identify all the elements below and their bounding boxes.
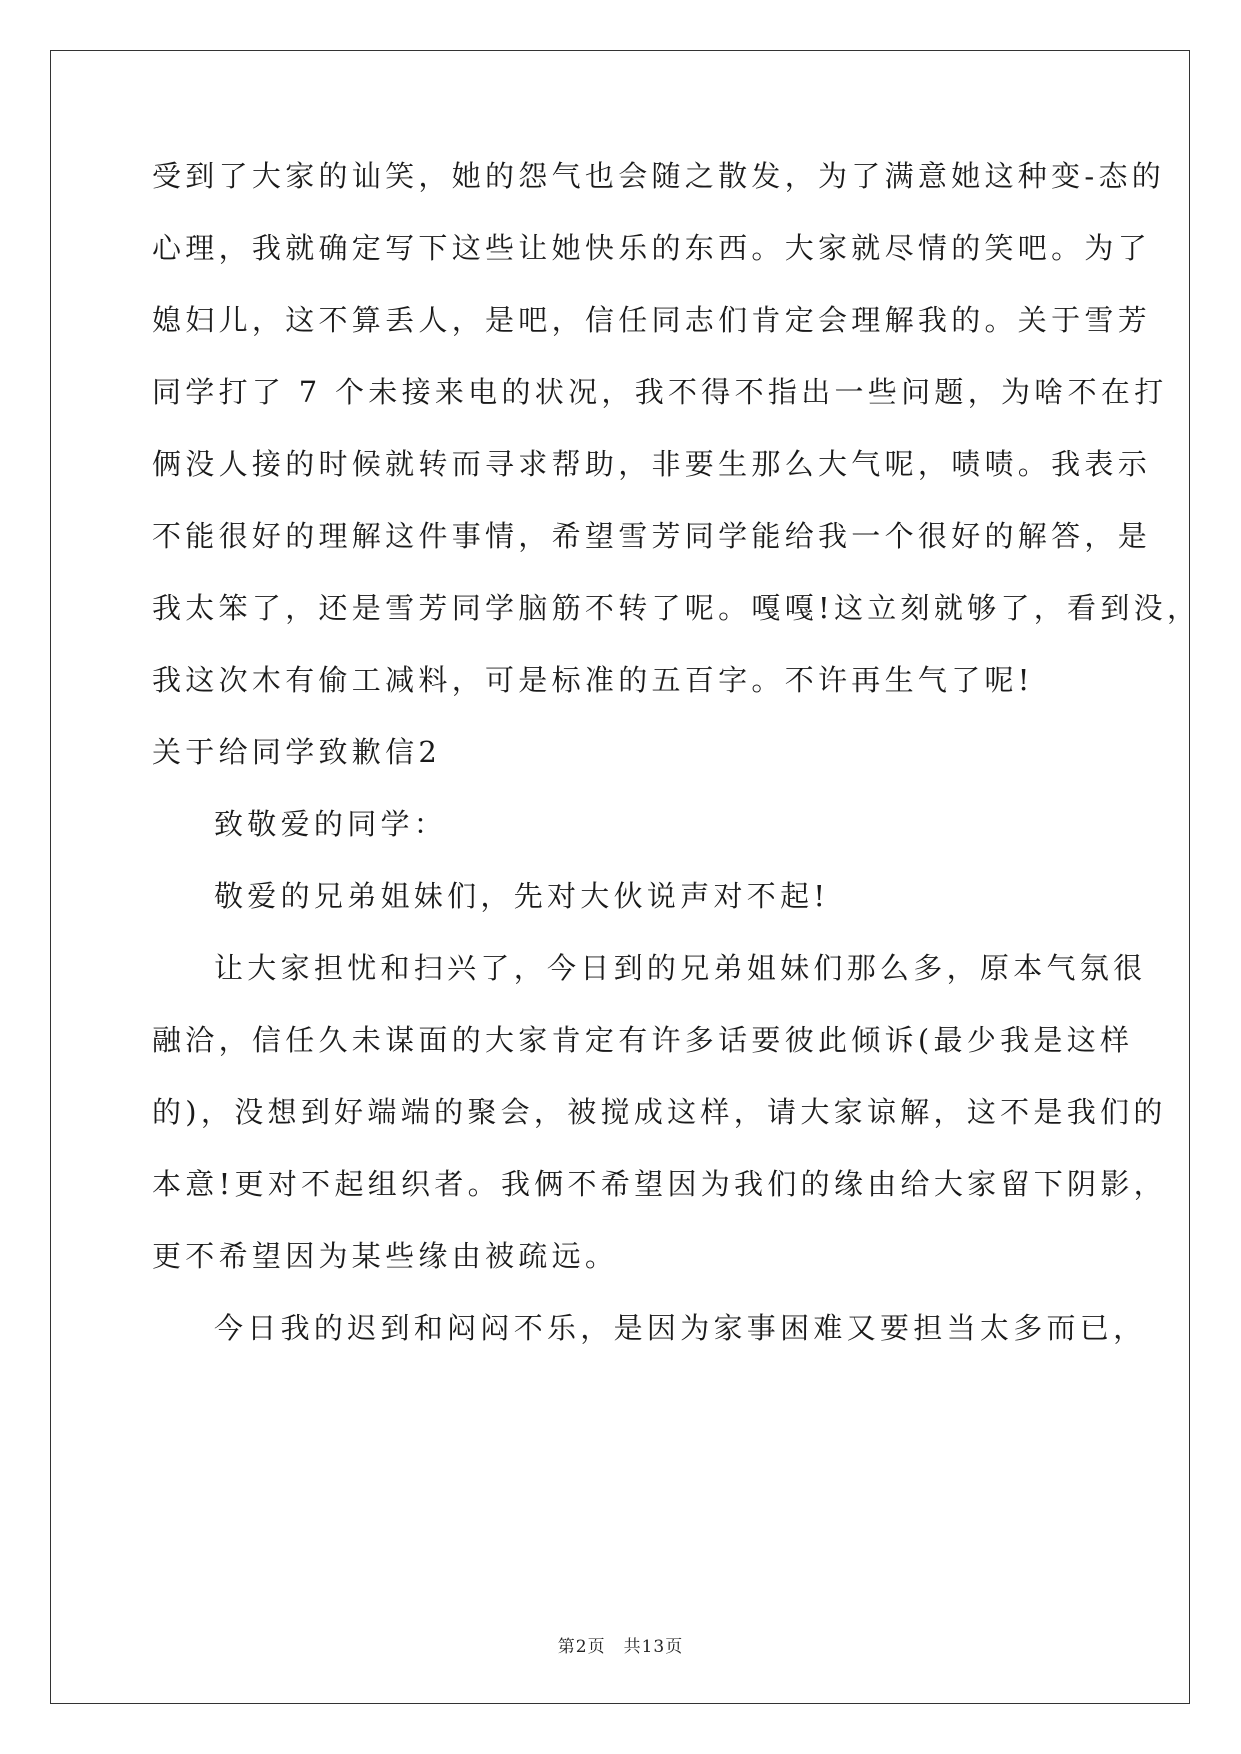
paragraph-line: 本意!更对不起组织者。我俩不希望因为我们的缘由给大家留下阴影， xyxy=(152,1167,1167,1201)
paragraph-line: 俩没人接的时候就转而寻求帮助，非要生那么大气呢，啧啧。我表示 xyxy=(152,447,1152,481)
paragraph-line: 更不希望因为某些缘由被疏远。 xyxy=(152,1239,619,1273)
paragraph-line: 让大家担忧和扫兴了，今日到的兄弟姐妹们那么多，原本气氛很 xyxy=(214,951,1147,985)
section-title: 关于给同学致歉信2 xyxy=(152,735,442,769)
page-border xyxy=(50,50,1190,1704)
paragraph-line: 融洽，信任久未谋面的大家肯定有许多话要彼此倾诉(最少我是这样 xyxy=(152,1023,1134,1057)
paragraph-line: 媳妇儿，这不算丢人，是吧，信任同志们肯定会理解我的。关于雪芳 xyxy=(152,303,1152,337)
paragraph-line: 敬爱的兄弟姐妹们，先对大伙说声对不起! xyxy=(214,879,830,913)
salutation: 致敬爱的同学： xyxy=(214,807,448,841)
page-footer: 第2页 共13页 xyxy=(557,1637,684,1657)
paragraph-line: 我太笨了，还是雪芳同学脑筋不转了呢。嘎嘎!这立刻就够了，看到没， xyxy=(152,591,1201,625)
paragraph-line: 我这次木有偷工减料，可是标准的五百字。不许再生气了呢! xyxy=(152,663,1034,697)
paragraph-line: 受到了大家的讪笑，她的怨气也会随之散发，为了满意她这种变-态的 xyxy=(152,159,1166,193)
paragraph-line: 今日我的迟到和闷闷不乐，是因为家事困难又要担当太多而已， xyxy=(214,1311,1147,1345)
paragraph-line: 不能很好的理解这件事情，希望雪芳同学能给我一个很好的解答，是 xyxy=(152,519,1152,553)
paragraph-line: 的)，没想到好端端的聚会，被搅成这样，请大家谅解，这不是我们的 xyxy=(152,1095,1167,1129)
paragraph-line: 同学打了 7 个未接来电的状况，我不得不指出一些问题，为啥不在打 xyxy=(152,375,1168,409)
paragraph-line: 心理，我就确定写下这些让她快乐的东西。大家就尽情的笑吧。为了 xyxy=(152,231,1152,265)
